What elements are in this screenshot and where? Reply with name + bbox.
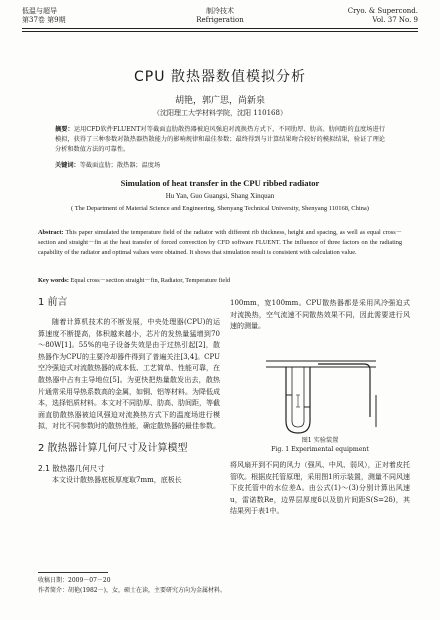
left-column — [38, 295, 220, 487]
section2-subheading: 2.1 散热器几何尺寸 — [38, 463, 105, 473]
header-rule-thin — [22, 31, 418, 32]
experimental-equipment-figure — [246, 355, 396, 445]
pitot-tube — [318, 364, 370, 417]
header-right — [348, 7, 418, 25]
authors: 胡艳，郭广思，尚新泉 — [174, 96, 265, 106]
abstract-text-zh: 运用CFD软件FLUENT对等截面直肋散热器被迫风强迫对流换热方式下，不同肋厚、肋高、肋间距的直度场进行模拟，获得了三种参数对散热器热散能力的影响规律和最佳参数；最终得到与计算结果吻合较好的模拟结果，验证了理论分析和数值方法的可靠性。 — [55, 126, 386, 153]
issue-zh: 第37卷 第9期 — [22, 16, 66, 24]
english-title: Simulation of heat transfer in the CPU ribbed radiator — [120, 178, 320, 188]
english-abstract-label: Abstract: — [38, 229, 64, 236]
english-keywords-text: Equal cross－section straight－fin, Radiator, Temperature field — [70, 277, 231, 284]
running-header — [22, 7, 418, 37]
abstract-label-zh: 摘要： — [55, 126, 74, 133]
section2-paragraph: 本文设计散热器底板厚度取7mm，底板长 — [52, 475, 182, 484]
section-en: Refrigeration — [196, 16, 244, 24]
footnote-received: 收稿日期：2009－07－20 — [38, 577, 111, 584]
right-column-bottom: 将风扇开到不同的风力（强风、中风、弱风），正对着皮托管吹。根据皮托管原理，采用图1所示装置，测量不同风速下皮托管中的水位差Δ。由公式(1)～(3)分别计算出风速u，雷诺数Re，边界层厚度δ以及肋片间距S(S=2δ)，其结果列于表1中。 — [230, 461, 410, 516]
issue-en: Vol. 37 No. 9 — [372, 16, 418, 24]
english-affiliation: ( The Department of Material Science and Engineering, Shenyang Technical University, Shenyang 110168, China) — [71, 205, 369, 212]
header-rule — [22, 28, 418, 29]
section-zh: 制冷技术 — [206, 7, 234, 15]
english-keywords-label: Key words: — [38, 277, 69, 284]
keywords-text-zh: 等截面直肋；散热器；温度场 — [79, 162, 161, 169]
section1-paragraph: 随着计算机技术的不断发展，中央处理器(CPU)的运算速度不断提高，体积越来越小，芯片的发热量猛增到70～80W[1]。55%的电子设备失效是由于过热引起[2]，散热器作为CPU的主要冷却器件得到了普遍关注[3,4]。CPU空冷强迫式对流散热器的成本低、工艺简单、性能可靠，在散热器中占有主导地位[5]。为更快把热量散发出去，散热片通常采用导热系数高的金属，如铜、铝等材料。为降低成本，选择铝质材料。本文对不同肋厚、肋高、肋间距，等截面直肋散热器被迫风强迫对流换热方式下的温度场进行模拟，对比不同参数时的散热性能，确定散热器的最佳参数。 — [38, 318, 220, 431]
keywords-zh — [55, 160, 385, 169]
figure-caption — [230, 436, 410, 454]
english-authors: Hu Yan, Guo Guangsi, Shang Xinquan — [165, 192, 275, 200]
journal-name-zh: 低温与超导 — [22, 7, 57, 15]
journal-name-en: Cryo. & Supercond. — [347, 7, 418, 15]
section2-heading: 2 散热器计算几何尺寸及计算模型 — [38, 442, 188, 454]
english-abstract-text: This paper simulated the temperature field of the radiator with different rib thickness, height and spacing, as well as equal cross－section and straight－fin at the heat transfer of forced convection by CFD software FLUENT. The influence of three factors on the radiating capability of the radiator and optimal values were obtained. It shows that simulation result is consistent with calculation value. — [38, 229, 402, 256]
keywords-label-zh: 关键词： — [55, 162, 80, 169]
footnote-rule — [38, 572, 108, 573]
section1-heading: 1 前言 — [38, 297, 68, 308]
paper-title: CPU 散热器数值模拟分析 — [134, 69, 306, 85]
english-keywords — [38, 275, 402, 284]
abstract-zh — [55, 125, 385, 155]
figure-caption-en: Fig. 1 Experimental equipment — [271, 446, 369, 453]
affiliation: （沈阳理工大学材料学院，沈阳 110168） — [153, 109, 287, 117]
footnote-bio: 作者简介：胡艳(1982－)，女，硕士在读，主要研究方向为金属材料。 — [38, 587, 226, 594]
english-abstract — [38, 228, 402, 257]
footnote — [38, 572, 238, 596]
right-column-top: 100mm，宽100mm。CPU散热器都是采用风冷强迫式对流换热，空气流速不同散热效果不同，因此需要进行风速的测量。 — [230, 299, 410, 331]
figure-caption-zh: 图1 实验装置 — [301, 437, 339, 444]
